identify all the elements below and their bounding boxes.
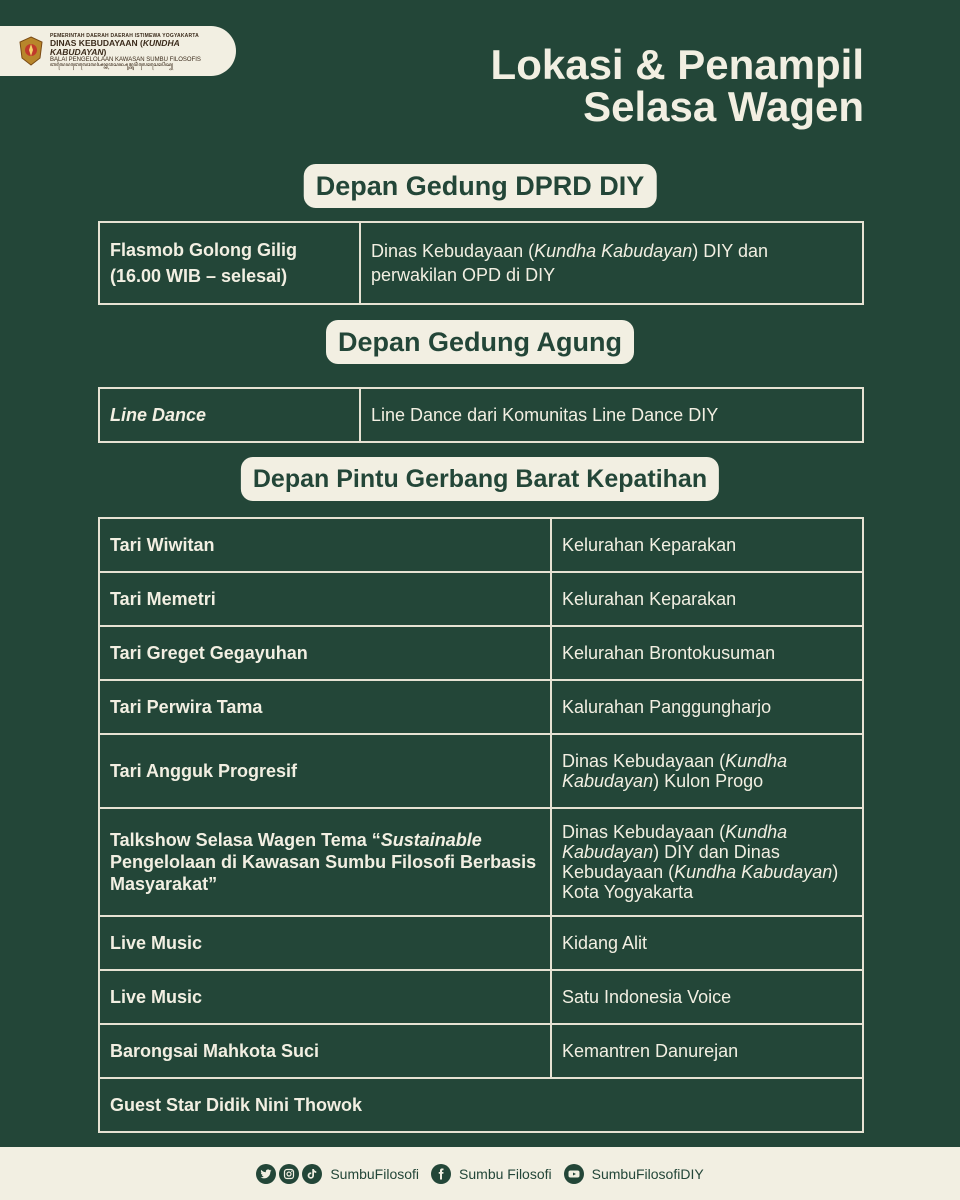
performance-cell: Live Music <box>99 970 551 1024</box>
youtube-icon[interactable] <box>564 1164 584 1184</box>
logo-line-unit: BALAI PENGELOLAAN KAWASAN SUMBU FILOSOFIS <box>50 56 201 63</box>
page-title-line1: Lokasi & Penampil <box>490 41 864 88</box>
logo-line-agency: DINAS KEBUDAYAAN (KUNDHA KABUDAYAN) <box>50 37 180 57</box>
table-row <box>99 518 863 572</box>
table-row <box>99 626 863 680</box>
performance-cell: Tari Angguk Progresif <box>99 734 551 808</box>
performer-cell: Kemantren Danurejan <box>551 1024 863 1078</box>
table-row <box>99 808 863 916</box>
section-title-gedung-agung: Depan Gedung Agung <box>326 320 634 364</box>
government-seal-icon <box>18 36 44 66</box>
table-gedung-agung <box>98 387 864 443</box>
performer-cell: Dinas Kebudayaan (Kundha Kabudayan) DIY dan Dinas Kebudayaan (Kundha Kabudayan) Kota Yogyakarta <box>551 808 863 916</box>
performer-cell: Kelurahan Keparakan <box>551 572 863 626</box>
performer-cell: Kidang Alit <box>551 916 863 970</box>
performer-cell: Kelurahan Brontokusuman <box>551 626 863 680</box>
table-row <box>99 970 863 1024</box>
social-handle-facebook[interactable]: Sumbu Filosofi <box>459 1165 552 1182</box>
social-handle-primary[interactable]: SumbuFilosofi <box>330 1165 420 1182</box>
performance-cell: Barongsai Mahkota Suci <box>99 1024 551 1078</box>
table-row <box>99 1078 863 1132</box>
performer-cell: Dinas Kebudayaan (Kundha Kabudayan) Kulon Progo <box>551 734 863 808</box>
logo-badge <box>0 26 236 76</box>
performer-cell: Line Dance dari Komunitas Line Dance DIY <box>360 388 863 442</box>
table-row <box>99 222 863 304</box>
table-row <box>99 1024 863 1078</box>
performance-cell: Line Dance <box>99 388 360 442</box>
performance-cell: Tari Wiwitan <box>99 518 551 572</box>
table-row <box>99 680 863 734</box>
logo-line-government: PEMERINTAH DAERAH DAERAH ISTIMEWA YOGYAKARTA <box>50 32 199 39</box>
section-title-kepatihan: Depan Pintu Gerbang Barat Kepatihan <box>241 457 719 501</box>
performer-cell: Kalurahan Panggungharjo <box>551 680 863 734</box>
social-group-youtube <box>564 1164 704 1184</box>
page-title <box>490 41 864 130</box>
section-title-dprd: Depan Gedung DPRD DIY <box>304 164 657 208</box>
logo-line-javanese-script: ꦧꦭꦻꦥꦔꦺꦭꦺꦴꦭꦄꦤ꧀ꦏꦮꦱꦤ꧀ꦱꦸꦩ꧀ꦧꦸꦥ꦳ꦶꦭꦺꦴꦱꦺꦴꦥ꦳ꦶꦱ꧀ <box>50 62 174 69</box>
performance-cell: Flasmob Golong Gilig (16.00 WIB – selesai) <box>99 222 360 304</box>
performer-cell: Dinas Kebudayaan (Kundha Kabudayan) DIY dan perwakilan OPD di DIY <box>360 222 863 304</box>
table-row <box>99 388 863 442</box>
table-row <box>99 734 863 808</box>
twitter-icon[interactable] <box>256 1164 276 1184</box>
table-row <box>99 916 863 970</box>
tiktok-icon[interactable] <box>302 1164 322 1184</box>
table-kepatihan <box>98 517 864 1133</box>
facebook-icon[interactable] <box>431 1164 451 1184</box>
performer-cell: Kelurahan Keparakan <box>551 518 863 572</box>
performance-cell: Guest Star Didik Nini Thowok <box>99 1078 863 1132</box>
performer-cell: Satu Indonesia Voice <box>551 970 863 1024</box>
performance-cell: Talkshow Selasa Wagen Tema “Sustainable Pengelolaan di Kawasan Sumbu Filosofi Berbasis Masyarakat” <box>99 808 551 916</box>
performance-cell: Tari Memetri <box>99 572 551 626</box>
table-row <box>99 572 863 626</box>
performance-cell: Tari Perwira Tama <box>99 680 551 734</box>
social-handle-youtube[interactable]: SumbuFilosofiDIY <box>591 1165 704 1182</box>
table-dprd <box>98 221 864 305</box>
footer-social-bar <box>0 1147 960 1200</box>
social-group-primary <box>256 1164 419 1184</box>
performance-cell: Live Music <box>99 916 551 970</box>
instagram-icon[interactable] <box>279 1164 299 1184</box>
social-group-facebook <box>431 1164 552 1184</box>
performance-cell: Tari Greget Gegayuhan <box>99 626 551 680</box>
page-title-line2: Selasa Wagen <box>583 83 864 130</box>
